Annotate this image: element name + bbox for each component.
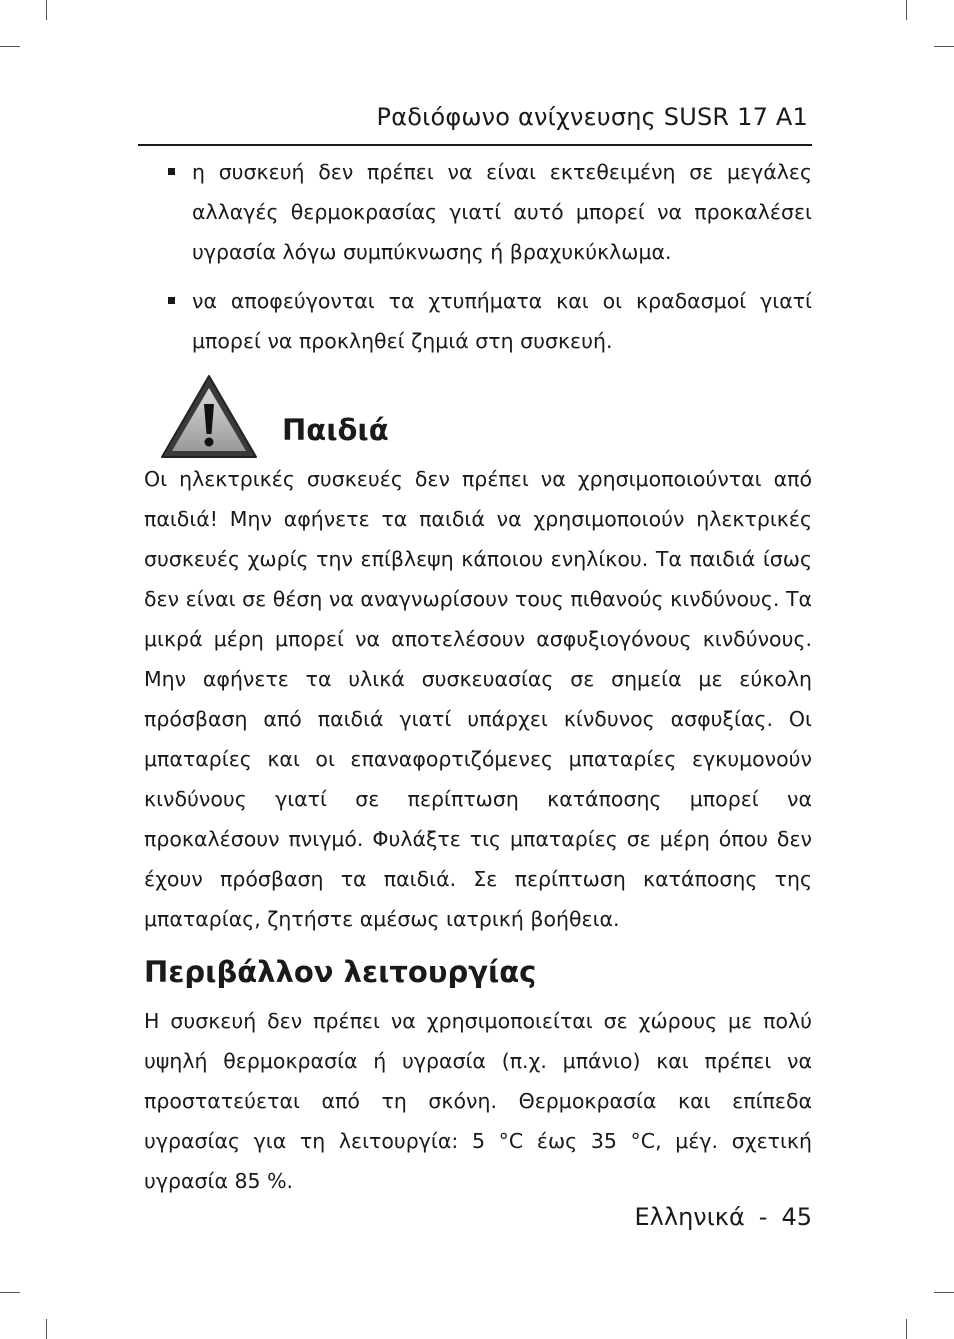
footer-separator: - [758, 1203, 768, 1231]
warning-triangle-icon [160, 374, 258, 460]
bullet-square-icon [168, 168, 175, 175]
crop-mark [934, 1292, 954, 1293]
bullet-square-icon [168, 297, 175, 304]
list-item [166, 281, 812, 361]
list-item [166, 152, 812, 272]
bullet-text: η συσκευή δεν πρέπει να είναι εκτεθειμένη σε μεγάλες αλλαγές θερμοκρασίας γιατί αυτό μπορεί να προκαλέσει υγρασία λόγω συμπύκνωσης ή βραχυκύκλωμα. [192, 160, 812, 264]
environment-text: Η συσκευή δεν πρέπει να χρησιμοποιείται σε χώρους με πολύ υψηλή θερμοκρασία ή υγρασία (π.χ. μπάνιο) και πρέπει να προστατεύεται από τη σκόνη. Θερμοκρασία και επίπεδα υγρασίας για τη λειτουργία: 5 °C έως 35 °C, μέγ. σχετική υγρασία 85 %. [144, 1009, 812, 1193]
children-paragraph [144, 459, 812, 939]
bullet-list [166, 152, 812, 370]
page-header [138, 100, 812, 146]
crop-mark [906, 1319, 907, 1339]
footer-language: Ελληνικά [634, 1203, 745, 1231]
crop-mark [46, 0, 47, 20]
section-heading-environment: Περιβάλλον λειτουργίας [144, 955, 537, 989]
page-footer [635, 1198, 813, 1236]
crop-mark [46, 1319, 47, 1339]
crop-mark [934, 46, 954, 47]
crop-mark [0, 1292, 20, 1293]
environment-paragraph [144, 1001, 812, 1201]
header-title: Ραδιόφωνο ανίχνευσης SUSR 17 A1 [376, 103, 808, 131]
bullet-text: να αποφεύγονται τα χτυπήματα και οι κραδασμοί γιατί μπορεί να προκληθεί ζημιά στη συσκευή. [192, 289, 812, 353]
crop-mark [906, 0, 907, 20]
page-number: 45 [781, 1203, 812, 1231]
children-text: Οι ηλεκτρικές συσκευές δεν πρέπει να χρησιμοποιούνται από παιδιά! Μην αφήνετε τα παιδιά να χρησιμοποιούν ηλεκτρικές συσκευές χωρίς την επίβλεψη κάποιου ενηλίκου. Τα παιδιά ίσως δεν είναι σε θέση να αναγνωρίσουν τους πιθανούς κινδύνους. Τα μικρά μέρη μπορεί να αποτελέσουν ασφυξιογόνους κινδύνους. Μην αφήνετε τα υλικά συσκευασίας σε σημεία με εύκολη πρόσβαση από παιδιά γιατί υπάρχει κίνδυνος ασφυξίας. Οι μπαταρίες και οι επαναφορτιζόμενες μπαταρίες εγκυμονούν κινδύνους γιατί σε περίπτωση κατάποσης μπορεί να προκαλέσουν πνιγμό. Φυλάξτε τις μπαταρίες σε μέρη όπου δεν έχουν πρόσβαση τα παιδιά. Σε περίπτωση κατάποσης της μπαταρίας, ζητήστε αμέσως ιατρική βοήθεια. [144, 467, 812, 931]
section-heading-children: Παιδιά [282, 413, 389, 447]
crop-mark [0, 46, 20, 47]
